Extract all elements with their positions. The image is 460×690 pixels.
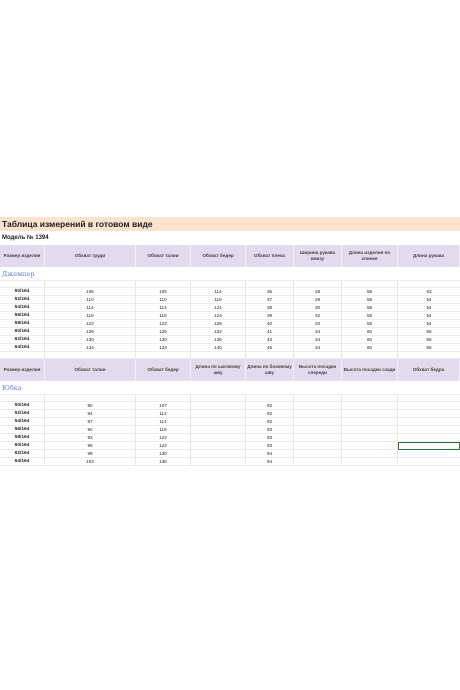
size-cell[interactable]: 64/164 [0, 344, 45, 352]
value-cell[interactable]: 53 [398, 288, 460, 296]
value-cell[interactable]: 39 [246, 312, 294, 320]
value-cell[interactable] [398, 450, 460, 458]
value-cell[interactable] [398, 442, 460, 450]
value-cell[interactable]: 34 [294, 328, 342, 336]
value-cell[interactable]: 96 [45, 442, 136, 450]
value-cell[interactable]: 130 [136, 450, 191, 458]
empty-cell[interactable] [246, 395, 294, 402]
value-cell[interactable]: 94 [246, 458, 294, 466]
value-cell[interactable] [294, 402, 342, 410]
value-cell[interactable]: 93 [246, 442, 294, 450]
empty-cell[interactable] [45, 281, 136, 288]
header-cell[interactable]: Размер изделия [0, 245, 45, 267]
table-row [0, 328, 460, 336]
empty-cell[interactable] [294, 395, 342, 402]
value-cell[interactable]: 132 [191, 328, 246, 336]
size-cell[interactable]: 54/164 [0, 418, 45, 426]
size-cell[interactable]: 60/164 [0, 328, 45, 336]
size-cell[interactable]: 52/164 [0, 410, 45, 418]
value-cell[interactable] [342, 434, 398, 442]
empty-cell[interactable] [294, 281, 342, 288]
empty-cell[interactable] [136, 395, 191, 402]
value-cell[interactable] [398, 426, 460, 434]
size-cell[interactable]: 64/164 [0, 458, 45, 466]
value-cell[interactable]: 122 [136, 434, 191, 442]
table-row [0, 442, 460, 450]
value-cell[interactable]: 93 [246, 434, 294, 442]
jumper-rows [0, 288, 460, 352]
value-cell[interactable]: 37 [246, 296, 294, 304]
value-cell[interactable]: 46 [246, 344, 294, 352]
empty-cell[interactable] [398, 352, 460, 359]
value-cell[interactable]: 80 [45, 402, 136, 410]
value-cell[interactable] [191, 434, 246, 442]
value-cell[interactable]: 55 [398, 344, 460, 352]
empty-row [0, 352, 460, 359]
value-cell[interactable]: 92 [246, 402, 294, 410]
header-cell[interactable]: Высота посадки сзади [342, 359, 398, 381]
header-cell[interactable]: Высота посадки спереди [294, 359, 342, 381]
size-cell[interactable]: 60/164 [0, 442, 45, 450]
value-cell[interactable]: 112 [136, 410, 191, 418]
empty-cell[interactable] [398, 281, 460, 288]
value-cell[interactable] [398, 434, 460, 442]
value-cell[interactable]: 55 [398, 328, 460, 336]
value-cell[interactable] [398, 410, 460, 418]
value-cell[interactable]: 32 [294, 312, 342, 320]
header-cell[interactable]: Обхват бедра [398, 359, 460, 381]
value-cell[interactable]: 60 [342, 328, 398, 336]
size-cell[interactable]: 50/164 [0, 288, 45, 296]
empty-cell[interactable] [0, 281, 45, 288]
value-cell[interactable]: 93 [246, 426, 294, 434]
value-cell[interactable]: 128 [191, 320, 246, 328]
value-cell[interactable]: 130 [136, 336, 191, 344]
value-cell[interactable]: 41 [246, 328, 294, 336]
header-cell[interactable]: Длина по шаговому шву [191, 359, 246, 381]
model-number: Модель № 1394 [2, 235, 49, 241]
table-row [0, 288, 460, 296]
header-cell[interactable]: Обхват талии [136, 245, 191, 267]
value-cell[interactable]: 28 [294, 288, 342, 296]
value-cell[interactable]: 92 [246, 418, 294, 426]
size-cell[interactable]: 58/164 [0, 434, 45, 442]
size-cell[interactable]: 62/164 [0, 450, 45, 458]
empty-cell[interactable] [136, 281, 191, 288]
value-cell[interactable]: 54 [398, 320, 460, 328]
spreadsheet [0, 217, 460, 466]
skirt-table [0, 359, 460, 466]
jumper-table [0, 245, 460, 359]
value-cell[interactable]: 124 [136, 442, 191, 450]
value-cell[interactable]: 40 [246, 320, 294, 328]
size-cell[interactable]: 56/164 [0, 426, 45, 434]
value-cell[interactable]: 110 [136, 296, 191, 304]
value-cell[interactable]: 118 [191, 296, 246, 304]
size-cell[interactable]: 52/164 [0, 296, 45, 304]
value-cell[interactable]: 102 [45, 458, 136, 466]
value-cell[interactable]: 126 [45, 328, 136, 336]
empty-cell[interactable] [45, 352, 136, 359]
header-cell[interactable]: Обхват бедер [136, 359, 191, 381]
empty-cell[interactable] [246, 352, 294, 359]
value-cell[interactable]: 107 [136, 402, 191, 410]
value-cell[interactable]: 126 [136, 328, 191, 336]
value-cell[interactable]: 87 [45, 418, 136, 426]
value-cell[interactable] [191, 418, 246, 426]
value-cell[interactable]: 54 [398, 296, 460, 304]
empty-row [0, 395, 460, 402]
value-cell[interactable] [191, 402, 246, 410]
value-cell[interactable] [342, 402, 398, 410]
header-cell[interactable]: Обхват груди [45, 245, 136, 267]
value-cell[interactable]: 118 [136, 312, 191, 320]
value-cell[interactable]: 114 [136, 304, 191, 312]
value-cell[interactable] [294, 458, 342, 466]
empty-cell[interactable] [398, 395, 460, 402]
value-cell[interactable]: 58 [342, 288, 398, 296]
value-cell[interactable] [191, 442, 246, 450]
table-row [0, 296, 460, 304]
skirt-header-row [0, 359, 460, 381]
value-cell[interactable]: 33 [294, 320, 342, 328]
value-cell[interactable]: 30 [294, 304, 342, 312]
value-cell[interactable]: 122 [136, 320, 191, 328]
value-cell[interactable] [294, 434, 342, 442]
empty-cell[interactable] [191, 352, 246, 359]
value-cell[interactable]: 84 [45, 410, 136, 418]
value-cell[interactable]: 110 [45, 296, 136, 304]
value-cell[interactable]: 121 [191, 304, 246, 312]
value-cell[interactable] [294, 418, 342, 426]
table-row [0, 344, 460, 352]
size-cell[interactable]: 58/164 [0, 320, 45, 328]
empty-cell[interactable] [294, 352, 342, 359]
value-cell[interactable] [294, 450, 342, 458]
sheet-title: Таблица измерений в готовом виде [0, 217, 460, 231]
value-cell[interactable]: 118 [45, 312, 136, 320]
section-label-skirt: Юбка [0, 381, 460, 395]
value-cell[interactable]: 43 [246, 336, 294, 344]
value-cell[interactable]: 34 [294, 344, 342, 352]
table-row [0, 320, 460, 328]
section-label-jumper: Джемпер [0, 267, 460, 281]
size-cell[interactable]: 50/164 [0, 402, 45, 410]
size-cell[interactable]: 56/164 [0, 312, 45, 320]
value-cell[interactable] [342, 442, 398, 450]
value-cell[interactable] [191, 410, 246, 418]
jumper-header-row [0, 245, 460, 267]
value-cell[interactable]: 90 [45, 426, 136, 434]
table-row [0, 434, 460, 442]
value-cell[interactable] [294, 442, 342, 450]
header-cell[interactable]: Длина по боковому шву [246, 359, 294, 381]
empty-cell[interactable] [0, 395, 45, 402]
header-cell[interactable]: Обхват бедер [191, 245, 246, 267]
skirt-rows [0, 402, 460, 466]
header-cell[interactable]: Размер изделия [0, 359, 45, 381]
value-cell[interactable]: 114 [45, 304, 136, 312]
value-cell[interactable]: 55 [398, 336, 460, 344]
size-cell[interactable]: 62/164 [0, 336, 45, 344]
value-cell[interactable] [294, 426, 342, 434]
value-cell[interactable]: 34 [294, 336, 342, 344]
value-cell[interactable] [342, 450, 398, 458]
value-cell[interactable]: 140 [191, 344, 246, 352]
value-cell[interactable]: 60 [342, 344, 398, 352]
value-cell[interactable]: 94 [246, 450, 294, 458]
value-cell[interactable] [191, 426, 246, 434]
header-cell[interactable]: Ширина рукава внизу [294, 245, 342, 267]
value-cell[interactable]: 134 [45, 344, 136, 352]
table-row [0, 450, 460, 458]
value-cell[interactable]: 36 [246, 288, 294, 296]
value-cell[interactable]: 118 [136, 426, 191, 434]
value-cell[interactable]: 130 [45, 336, 136, 344]
table-row [0, 402, 460, 410]
value-cell[interactable]: 54 [398, 304, 460, 312]
value-cell[interactable]: 59 [342, 312, 398, 320]
value-cell[interactable]: 114 [191, 288, 246, 296]
value-cell[interactable]: 134 [136, 344, 191, 352]
value-cell[interactable]: 58 [342, 296, 398, 304]
empty-cell[interactable] [191, 395, 246, 402]
value-cell[interactable]: 136 [136, 458, 191, 466]
empty-cell[interactable] [342, 281, 398, 288]
value-cell[interactable]: 99 [45, 450, 136, 458]
value-cell[interactable] [342, 426, 398, 434]
value-cell[interactable]: 114 [136, 418, 191, 426]
value-cell[interactable]: 93 [45, 434, 136, 442]
value-cell[interactable] [191, 450, 246, 458]
value-cell[interactable]: 54 [398, 312, 460, 320]
value-cell[interactable]: 136 [191, 336, 246, 344]
value-cell[interactable] [342, 410, 398, 418]
value-cell[interactable]: 38 [246, 304, 294, 312]
table-row [0, 336, 460, 344]
table-row [0, 458, 460, 466]
value-cell[interactable]: 106 [45, 288, 136, 296]
empty-cell[interactable] [191, 281, 246, 288]
header-cell[interactable]: Обхват плеча [246, 245, 294, 267]
table-row [0, 304, 460, 312]
value-cell[interactable] [398, 458, 460, 466]
empty-cell[interactable] [246, 281, 294, 288]
value-cell[interactable] [398, 402, 460, 410]
value-cell[interactable]: 58 [342, 304, 398, 312]
value-cell[interactable]: 59 [342, 320, 398, 328]
table-row [0, 426, 460, 434]
value-cell[interactable] [191, 458, 246, 466]
value-cell[interactable] [398, 418, 460, 426]
size-cell[interactable]: 54/164 [0, 304, 45, 312]
value-cell[interactable] [294, 410, 342, 418]
header-cell[interactable]: Обхват талии [45, 359, 136, 381]
value-cell[interactable]: 92 [246, 410, 294, 418]
header-cell[interactable]: Длина изделия по спинке [342, 245, 398, 267]
empty-cell[interactable] [342, 352, 398, 359]
table-row [0, 418, 460, 426]
value-cell[interactable]: 105 [136, 288, 191, 296]
value-cell[interactable]: 122 [45, 320, 136, 328]
header-cell[interactable]: Длина рукава [398, 245, 460, 267]
table-row [0, 410, 460, 418]
empty-cell[interactable] [136, 352, 191, 359]
empty-row [0, 281, 460, 288]
table-row [0, 312, 460, 320]
empty-cell[interactable] [0, 352, 45, 359]
value-cell[interactable]: 124 [191, 312, 246, 320]
value-cell[interactable]: 29 [294, 296, 342, 304]
empty-cell[interactable] [45, 395, 136, 402]
value-cell[interactable] [342, 458, 398, 466]
empty-cell[interactable] [342, 395, 398, 402]
value-cell[interactable] [342, 418, 398, 426]
value-cell[interactable]: 60 [342, 336, 398, 344]
